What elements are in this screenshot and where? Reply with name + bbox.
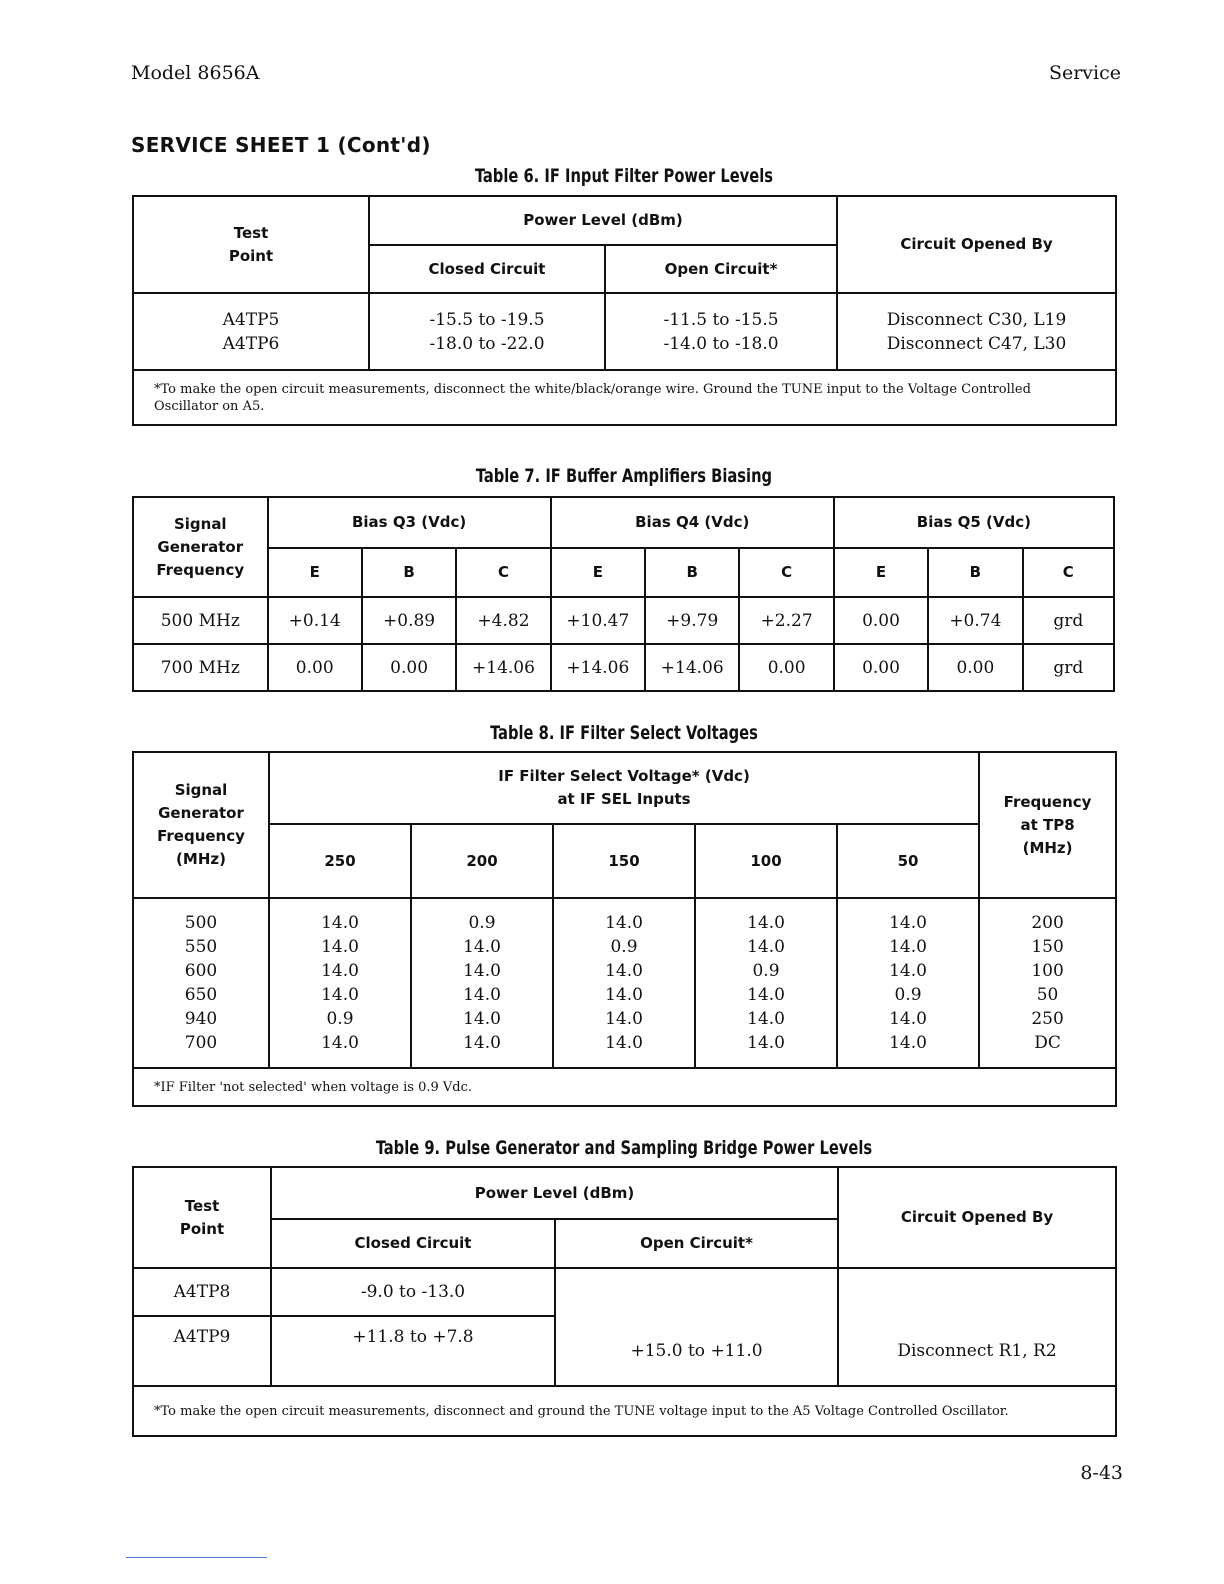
table6-header-test-point: Test Point <box>133 196 369 293</box>
table-cell: A4TP5 <box>222 309 280 330</box>
table-cell: A4TP6 <box>222 333 280 354</box>
table-cell: DC <box>1034 1033 1061 1053</box>
table-row <box>133 644 1114 691</box>
table-cell: 500 MHz <box>133 597 268 644</box>
table-cell: +2.27 <box>739 597 833 644</box>
table8-col-250 <box>269 898 411 1068</box>
table7-header-q4: Bias Q4 (Vdc) <box>551 497 834 548</box>
table8-col-freq <box>133 898 269 1068</box>
table-cell: +0.74 <box>928 597 1022 644</box>
table-cell: 200 <box>1031 913 1064 933</box>
table-cell: 14.0 <box>321 913 359 933</box>
sheet-title: SERVICE SHEET 1 (Cont'd) <box>131 133 431 157</box>
table-cell: 14.0 <box>889 1009 927 1029</box>
table-cell: +0.89 <box>362 597 456 644</box>
table8 <box>132 751 1117 1107</box>
table-cell: -11.5 to -15.5 <box>663 309 779 330</box>
table-cell: 0.9 <box>752 961 780 981</box>
table-cell: Disconnect C30, L19 <box>886 309 1067 330</box>
table7-sub-c: C <box>1023 548 1114 597</box>
table9-header-opened-by: Circuit Opened By <box>838 1167 1116 1268</box>
table8-header-tp8: Frequency at TP8 (MHz) <box>979 752 1116 898</box>
table8-caption: Table 8. IF Filter Select Voltages <box>490 722 758 744</box>
table-row <box>133 597 1114 644</box>
table-cell: 100 <box>1031 961 1064 981</box>
table6-caption: Table 6. IF Input Filter Power Levels <box>474 165 774 187</box>
table-cell: 14.0 <box>747 985 785 1005</box>
table-cell: A4TP8 <box>133 1268 271 1316</box>
table-cell: 0.00 <box>928 644 1022 691</box>
table-cell: +14.06 <box>551 644 645 691</box>
table-cell: 0.9 <box>610 937 638 957</box>
table-cell: -9.0 to -13.0 <box>271 1268 555 1316</box>
table-cell: 14.0 <box>463 985 501 1005</box>
table-cell: 0.00 <box>834 644 928 691</box>
table-cell: 0.00 <box>739 644 833 691</box>
table-cell: 700 MHz <box>133 644 268 691</box>
table-cell: 14.0 <box>321 937 359 957</box>
table9-opened-by-value: Disconnect R1, R2 <box>838 1268 1116 1386</box>
table7 <box>132 496 1115 692</box>
table-cell: 700 <box>184 1033 218 1053</box>
table7-header-signal: Signal Generator Frequency <box>133 497 268 597</box>
table6-header-power-level: Power Level (dBm) <box>369 196 837 245</box>
table8-sub-100: 100 <box>695 824 837 898</box>
table7-sub-b: B <box>928 548 1022 597</box>
table8-header-signal: Signal Generator Frequency (MHz) <box>133 752 269 898</box>
page-number: 8-43 <box>1080 1462 1123 1484</box>
table-cell: 0.00 <box>268 644 362 691</box>
table6-header-closed: Closed Circuit <box>369 245 605 293</box>
table8-sub-250: 250 <box>269 824 411 898</box>
table-cell: 0.00 <box>834 597 928 644</box>
table-cell: Disconnect C47, L30 <box>886 333 1067 354</box>
table9-header-open: Open Circuit* <box>555 1219 838 1268</box>
table7-sub-b: B <box>362 548 456 597</box>
table7-sub-e: E <box>551 548 645 597</box>
table-cell: 14.0 <box>747 1033 785 1053</box>
table9-open-value: +15.0 to +11.0 <box>555 1268 838 1386</box>
table-cell: 14.0 <box>463 937 501 957</box>
table-cell: 0.9 <box>468 913 496 933</box>
table8-sub-150: 150 <box>553 824 695 898</box>
table-cell: 650 <box>184 985 218 1005</box>
table-cell: -15.5 to -19.5 <box>429 309 545 330</box>
table-cell: 550 <box>184 937 218 957</box>
table-cell: +4.82 <box>456 597 550 644</box>
table-cell: grd <box>1023 597 1114 644</box>
table-cell: -18.0 to -22.0 <box>429 333 545 354</box>
table-cell: A4TP9 <box>133 1316 271 1386</box>
table-cell: 14.0 <box>463 961 501 981</box>
table7-sub-b: B <box>645 548 739 597</box>
table8-sub-50: 50 <box>837 824 979 898</box>
table-cell: 14.0 <box>463 1009 501 1029</box>
table-cell: 14.0 <box>889 913 927 933</box>
table-cell: 250 <box>1031 1009 1064 1029</box>
table6-header-opened-by: Circuit Opened By <box>837 196 1116 293</box>
table7-header-q5: Bias Q5 (Vdc) <box>834 497 1114 548</box>
table7-header-q3: Bias Q3 (Vdc) <box>268 497 551 548</box>
footer-rule <box>126 1557 267 1558</box>
table6-opened-by-values <box>837 293 1116 370</box>
table-cell: 14.0 <box>463 1033 501 1053</box>
table-cell: +11.8 to +7.8 <box>271 1316 555 1386</box>
header-model: Model 8656A <box>131 62 260 84</box>
table9-header-closed: Closed Circuit <box>271 1219 555 1268</box>
table8-header-select-voltage: IF Filter Select Voltage* (Vdc) at IF SEL Inputs <box>269 752 979 824</box>
table-cell: 150 <box>1031 937 1064 957</box>
header-section: Service <box>1048 62 1121 84</box>
table6-footnote: *To make the open circuit measurements, disconnect the white/black/orange wire. Ground the TUNE input to the Voltage Controlled Oscillator on A5. <box>133 370 1116 425</box>
table9 <box>132 1166 1117 1437</box>
table-cell: +14.06 <box>645 644 739 691</box>
table6-header-open: Open Circuit* <box>605 245 837 293</box>
table-cell: 940 <box>184 1009 218 1029</box>
table9-footnote: *To make the open circuit measurements, disconnect and ground the TUNE voltage input to the A5 Voltage Controlled Oscillator. <box>133 1386 1116 1436</box>
table8-sub-200: 200 <box>411 824 553 898</box>
table-cell: 14.0 <box>889 937 927 957</box>
table6-points <box>133 293 369 370</box>
table-cell: 14.0 <box>321 1033 359 1053</box>
table-cell: +10.47 <box>551 597 645 644</box>
table-cell: 14.0 <box>747 1009 785 1029</box>
table8-col-100 <box>695 898 837 1068</box>
table-cell: 14.0 <box>605 985 643 1005</box>
table9-caption: Table 9. Pulse Generator and Sampling Bridge Power Levels <box>375 1137 873 1159</box>
table-cell: 0.00 <box>362 644 456 691</box>
table6-closed-values <box>369 293 605 370</box>
table-cell: +9.79 <box>645 597 739 644</box>
table-cell: 14.0 <box>889 1033 927 1053</box>
table9-header-test-point: Test Point <box>133 1167 271 1268</box>
table-cell: 500 <box>184 913 218 933</box>
table-cell: grd <box>1023 644 1114 691</box>
table8-col-200 <box>411 898 553 1068</box>
table-cell: 14.0 <box>605 1009 643 1029</box>
table-cell: 600 <box>184 961 218 981</box>
table7-sub-e: E <box>834 548 928 597</box>
table8-col-50 <box>837 898 979 1068</box>
table-cell: 14.0 <box>321 961 359 981</box>
table7-sub-c: C <box>456 548 550 597</box>
table-cell: 14.0 <box>747 937 785 957</box>
table7-caption: Table 7. IF Buffer Amplifiers Biasing <box>475 465 773 487</box>
table9-header-power-level: Power Level (dBm) <box>271 1167 838 1219</box>
table-cell: 50 <box>1036 985 1059 1005</box>
table8-col-tp8 <box>979 898 1116 1068</box>
table7-sub-e: E <box>268 548 362 597</box>
table-cell: 14.0 <box>747 913 785 933</box>
table-cell: +0.14 <box>268 597 362 644</box>
table-cell: -14.0 to -18.0 <box>663 333 779 354</box>
table-cell: 0.9 <box>326 1009 354 1029</box>
table8-col-150 <box>553 898 695 1068</box>
table-cell: 14.0 <box>605 961 643 981</box>
table7-sub-c: C <box>739 548 833 597</box>
table-cell: 14.0 <box>889 961 927 981</box>
table-cell: 0.9 <box>894 985 922 1005</box>
table-cell: +14.06 <box>456 644 550 691</box>
table6 <box>132 195 1117 426</box>
table-row <box>133 1268 1116 1316</box>
table6-open-values <box>605 293 837 370</box>
table-cell: 14.0 <box>605 1033 643 1053</box>
table8-footnote: *IF Filter 'not selected' when voltage is 0.9 Vdc. <box>133 1068 1116 1106</box>
table-cell: 14.0 <box>321 985 359 1005</box>
table-cell: 14.0 <box>605 913 643 933</box>
